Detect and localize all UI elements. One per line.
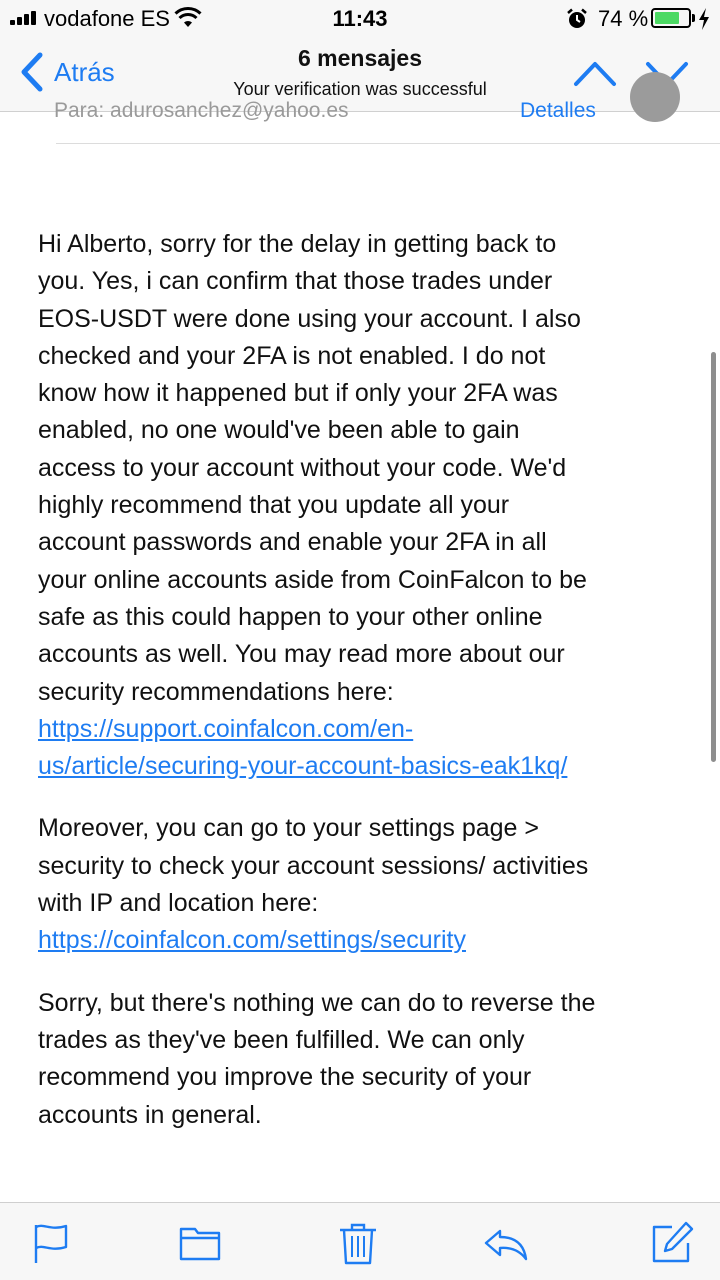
message-paragraph-3: Sorry, but there's nothing we can do to reverse the trades as they've been fulfilled. We can only recommend you improve the security of your accounts in general. <box>38 988 596 1129</box>
charging-bolt-icon <box>698 8 710 30</box>
chevron-up-icon[interactable] <box>572 56 618 90</box>
flag-icon[interactable] <box>30 1221 74 1265</box>
bottom-toolbar <box>0 1202 720 1280</box>
security-settings-link[interactable]: https://coinfalcon.com/settings/security <box>38 926 466 955</box>
paragraph-1-text: Hi Alberto, sorry for the delay in getting back to you. Yes, i can confirm that those trades under EOS-USDT were done using your account. I also checked and your 2FA is not enabled. I do not know how it happened but if only your 2FA was enabled, no one would've been able to gain access to your account without your code. We'd highly recommend that you update all your account passwords and enable your 2FA in all your online accounts aside from CoinFalcon to be safe as this could happen to your other online accounts as well. You may read more about our security recommendations here: <box>38 230 587 706</box>
battery-icon <box>651 8 691 28</box>
alarm-icon <box>566 8 588 30</box>
folder-icon[interactable] <box>178 1221 222 1265</box>
recipient-line: Para: adurosanchez@yahoo.es <box>54 99 349 122</box>
message-body <box>38 226 598 1159</box>
compose-icon[interactable] <box>650 1221 694 1265</box>
status-bar <box>0 0 720 38</box>
support-article-link[interactable]: https://support.coinfalcon.com/en-us/article/securing-your-account-basics-eak1kq/ <box>38 714 568 781</box>
header-divider <box>56 143 720 144</box>
thread-subject: Your verification was successful <box>233 79 487 99</box>
message-paragraph-2 <box>38 810 598 959</box>
avatar <box>630 72 680 122</box>
reply-icon[interactable] <box>484 1221 528 1265</box>
carrier-name: vodafone ES <box>44 6 170 31</box>
details-link[interactable]: Detalles <box>520 99 596 122</box>
scroll-indicator[interactable] <box>711 352 716 762</box>
message-header-remnant <box>0 99 720 144</box>
message-paragraph-1 <box>38 226 598 785</box>
paragraph-2-text: Moreover, you can go to your settings page > security to check your account sessions/ activities with IP and location here: <box>38 814 589 918</box>
battery-fill <box>655 12 679 24</box>
battery-tip <box>692 14 695 22</box>
back-label: Atrás <box>54 56 115 87</box>
battery-percent: 74 % <box>598 6 649 31</box>
status-time: 11:43 <box>332 6 388 31</box>
thread-count-title: 6 mensajes <box>297 45 423 71</box>
trash-icon[interactable] <box>336 1221 380 1265</box>
